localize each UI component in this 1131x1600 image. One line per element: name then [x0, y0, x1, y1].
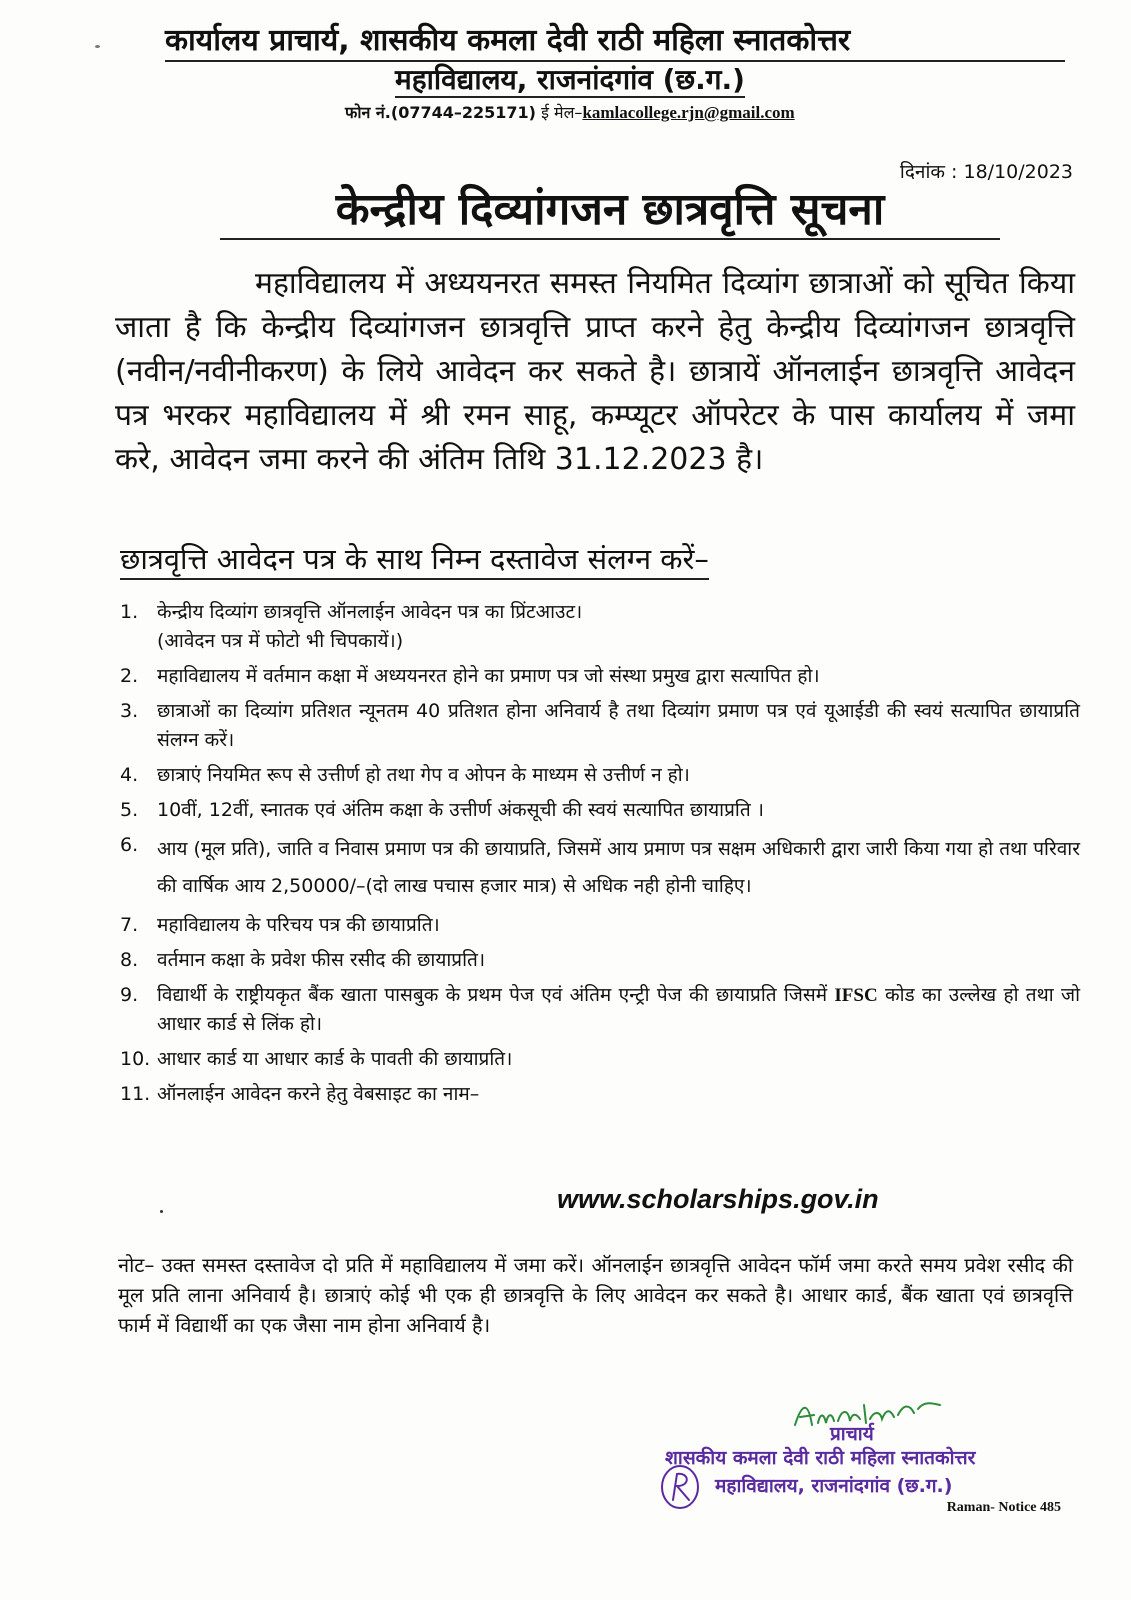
list-item: [115, 1045, 1080, 1074]
intro-paragraph: महाविद्यालय में अध्ययनरत समस्त नियमित दिव्यांग छात्राओं को सूचित किया जाता है कि केन्द्रीय दिव्यांगजन छात्रवृत्ति प्राप्त करने हेतु केन्द्रीय दिव्यांगजन छात्रवृत्ति (नवीन/नवीनीकरण) के लिये आवेदन कर सकते है। छात्रायें ऑनलाईन छात्रवृत्ति आवेदन पत्र भरकर महाविद्यालय में श्री रमन साहू, कम्प्यूटर ऑपरेटर के पास कार्यालय में जमा करे, आवेदन जमा करने की अंतिम तिथि 31.12.2023 है।: [115, 266, 1075, 477]
item-number: 10.: [120, 1048, 151, 1070]
seal-line1: शासकीय कमला देवी राठी महिला स्नातकोत्तर: [665, 1447, 976, 1469]
item-number: 3.: [120, 700, 139, 722]
item-text-after: कोड का उल्लेख हो तथा जो आधार कार्ड से लिंक हो।: [157, 984, 1080, 1035]
item-text: वर्तमान कक्षा के प्रवेश फीस रसीद की छायाप्रति।: [157, 949, 486, 971]
list-item: [115, 761, 1080, 790]
item-number: 7.: [120, 914, 139, 936]
item-number: 2.: [120, 665, 139, 687]
list-item: [115, 1080, 1080, 1109]
seal-line2: महाविद्यालय, राजनांदगांव (छ.ग.): [715, 1475, 953, 1497]
office-name-line1: कार्यालय प्राचार्य, शासकीय कमला देवी राठी महिला स्नातकोत्तर: [165, 24, 1065, 62]
phone-number: (07744–225171): [390, 103, 536, 122]
item-text: 10वीं, 12वीं, स्नातक एवं अंतिम कक्षा के उत्तीर्ण अंकसूची की स्वयं सत्यापित छायाप्रति ।: [157, 799, 764, 821]
item-text-main: केन्द्रीय दिव्यांग छात्रवृत्ति ऑनलाईन आवेदन पत्र का प्रिंटआउट।: [157, 601, 583, 623]
notice-reference: Raman- Notice 485: [946, 1500, 1061, 1515]
ifsc-label: IFSC: [834, 985, 878, 1006]
item-text: आय (मूल प्रति), जाति व निवास प्रमाण पत्र की छायाप्रति, जिसमें आय प्रमाण पत्र सक्षम अधिकारी द्वारा जारी किया गया हो तथा परिवार की वार्षिक आय 2,50000/–(दो लाख पचास हजार मात्र) से अधिक नही होनी चाहिए।: [157, 838, 1080, 897]
list-item: [115, 796, 1080, 825]
item-text: [157, 598, 1080, 656]
phone-label: फोन नं.: [345, 103, 391, 122]
item-number: 1.: [120, 601, 139, 623]
item-subtext: (आवेदन पत्र में फोटो भी चिपकायें।): [157, 630, 404, 652]
scholarship-website: www.scholarships.gov.in: [557, 1184, 879, 1214]
item-text: छात्राओं का दिव्यांग प्रतिशत न्यूनतम 40 प्रतिशत होना अनिवार्य है तथा दिव्यांग प्रमाण पत्र एवं यूआईडी की स्वयं सत्यापित छायाप्रति संलग्न करें।: [157, 700, 1080, 751]
list-item: [115, 911, 1080, 940]
item-text: महाविद्यालय के परिचय पत्र की छायाप्रति।: [157, 914, 440, 936]
email-address: kamlacollege.rjn@gmail.com: [582, 103, 795, 122]
list-item: [115, 662, 1080, 691]
item-text: महाविद्यालय में वर्तमान कक्षा में अध्ययनरत होने का प्रमाण पत्र जो संस्था प्रमुख द्वारा सत्यापित हो।: [157, 665, 820, 687]
documents-subheading: छात्रवृत्ति आवेदन पत्र के साथ निम्न दस्तावेज संलग्न करें–: [120, 540, 709, 580]
list-item: [115, 946, 1080, 975]
item-text: ऑनलाईन आवेदन करने हेतु वेबसाइट का नाम–: [157, 1083, 480, 1105]
notice-date: [900, 158, 1073, 184]
scan-speck: [160, 1210, 163, 1213]
notice-title: केन्द्रीय दिव्यांगजन छात्रवृत्ति सूचना: [220, 182, 1000, 240]
documents-list: [115, 598, 1080, 1115]
office-name-line2: महाविद्यालय, राजनांदगांव (छ.ग.): [395, 63, 745, 96]
item-number: 8.: [120, 949, 139, 971]
date-label: दिनांक :: [899, 161, 958, 183]
item-text-before: विद्यार्थी के राष्ट्रीयकृत बैंक खाता पासबुक के प्रथम पेज एवं अंतिम एन्ट्री पेज की छायाप्रति जिसमें: [157, 984, 835, 1006]
item-number: 9.: [120, 984, 139, 1006]
item-number: 5.: [120, 799, 139, 821]
initials-mark: [655, 1462, 705, 1512]
list-item: [115, 981, 1080, 1039]
list-item: [115, 697, 1080, 755]
item-number: 11.: [120, 1083, 151, 1105]
list-item: [115, 598, 1080, 656]
note-paragraph: नोट– उक्त समस्त दस्तावेज दो प्रति में महाविद्यालय में जमा करें। ऑनलाईन छात्रवृत्ति आवेदन फॉर्म जमा करते समय प्रवेश रसीद की मूल प्रति लाना अनिवार्य है। छात्राएं कोई भी एक ही छात्रवृत्ति के लिए आवेदन कर सकते है। आधार कार्ड, बैंक खाता एवं छात्रवृत्ति फार्म में विद्यार्थी का एक जैसा नाम होना अनिवार्य है।: [118, 1253, 1073, 1337]
contact-info: [345, 103, 795, 123]
principal-title: प्राचार्य: [830, 1423, 874, 1445]
item-text: छात्राएं नियमित रूप से उत्तीर्ण हो तथा गेप व ओपन के माध्यम से उत्तीर्ण न हो।: [157, 764, 690, 786]
item-number: 6.: [120, 834, 139, 856]
item-text: आधार कार्ड या आधार कार्ड के पावती की छायाप्रति।: [157, 1048, 513, 1070]
item-number: 4.: [120, 764, 139, 786]
item-text: [157, 981, 1080, 1039]
email-label: ई मेल–: [541, 103, 583, 122]
scan-speck: [95, 45, 100, 48]
list-item: [115, 831, 1080, 905]
date-value: 18/10/2023: [963, 161, 1073, 183]
